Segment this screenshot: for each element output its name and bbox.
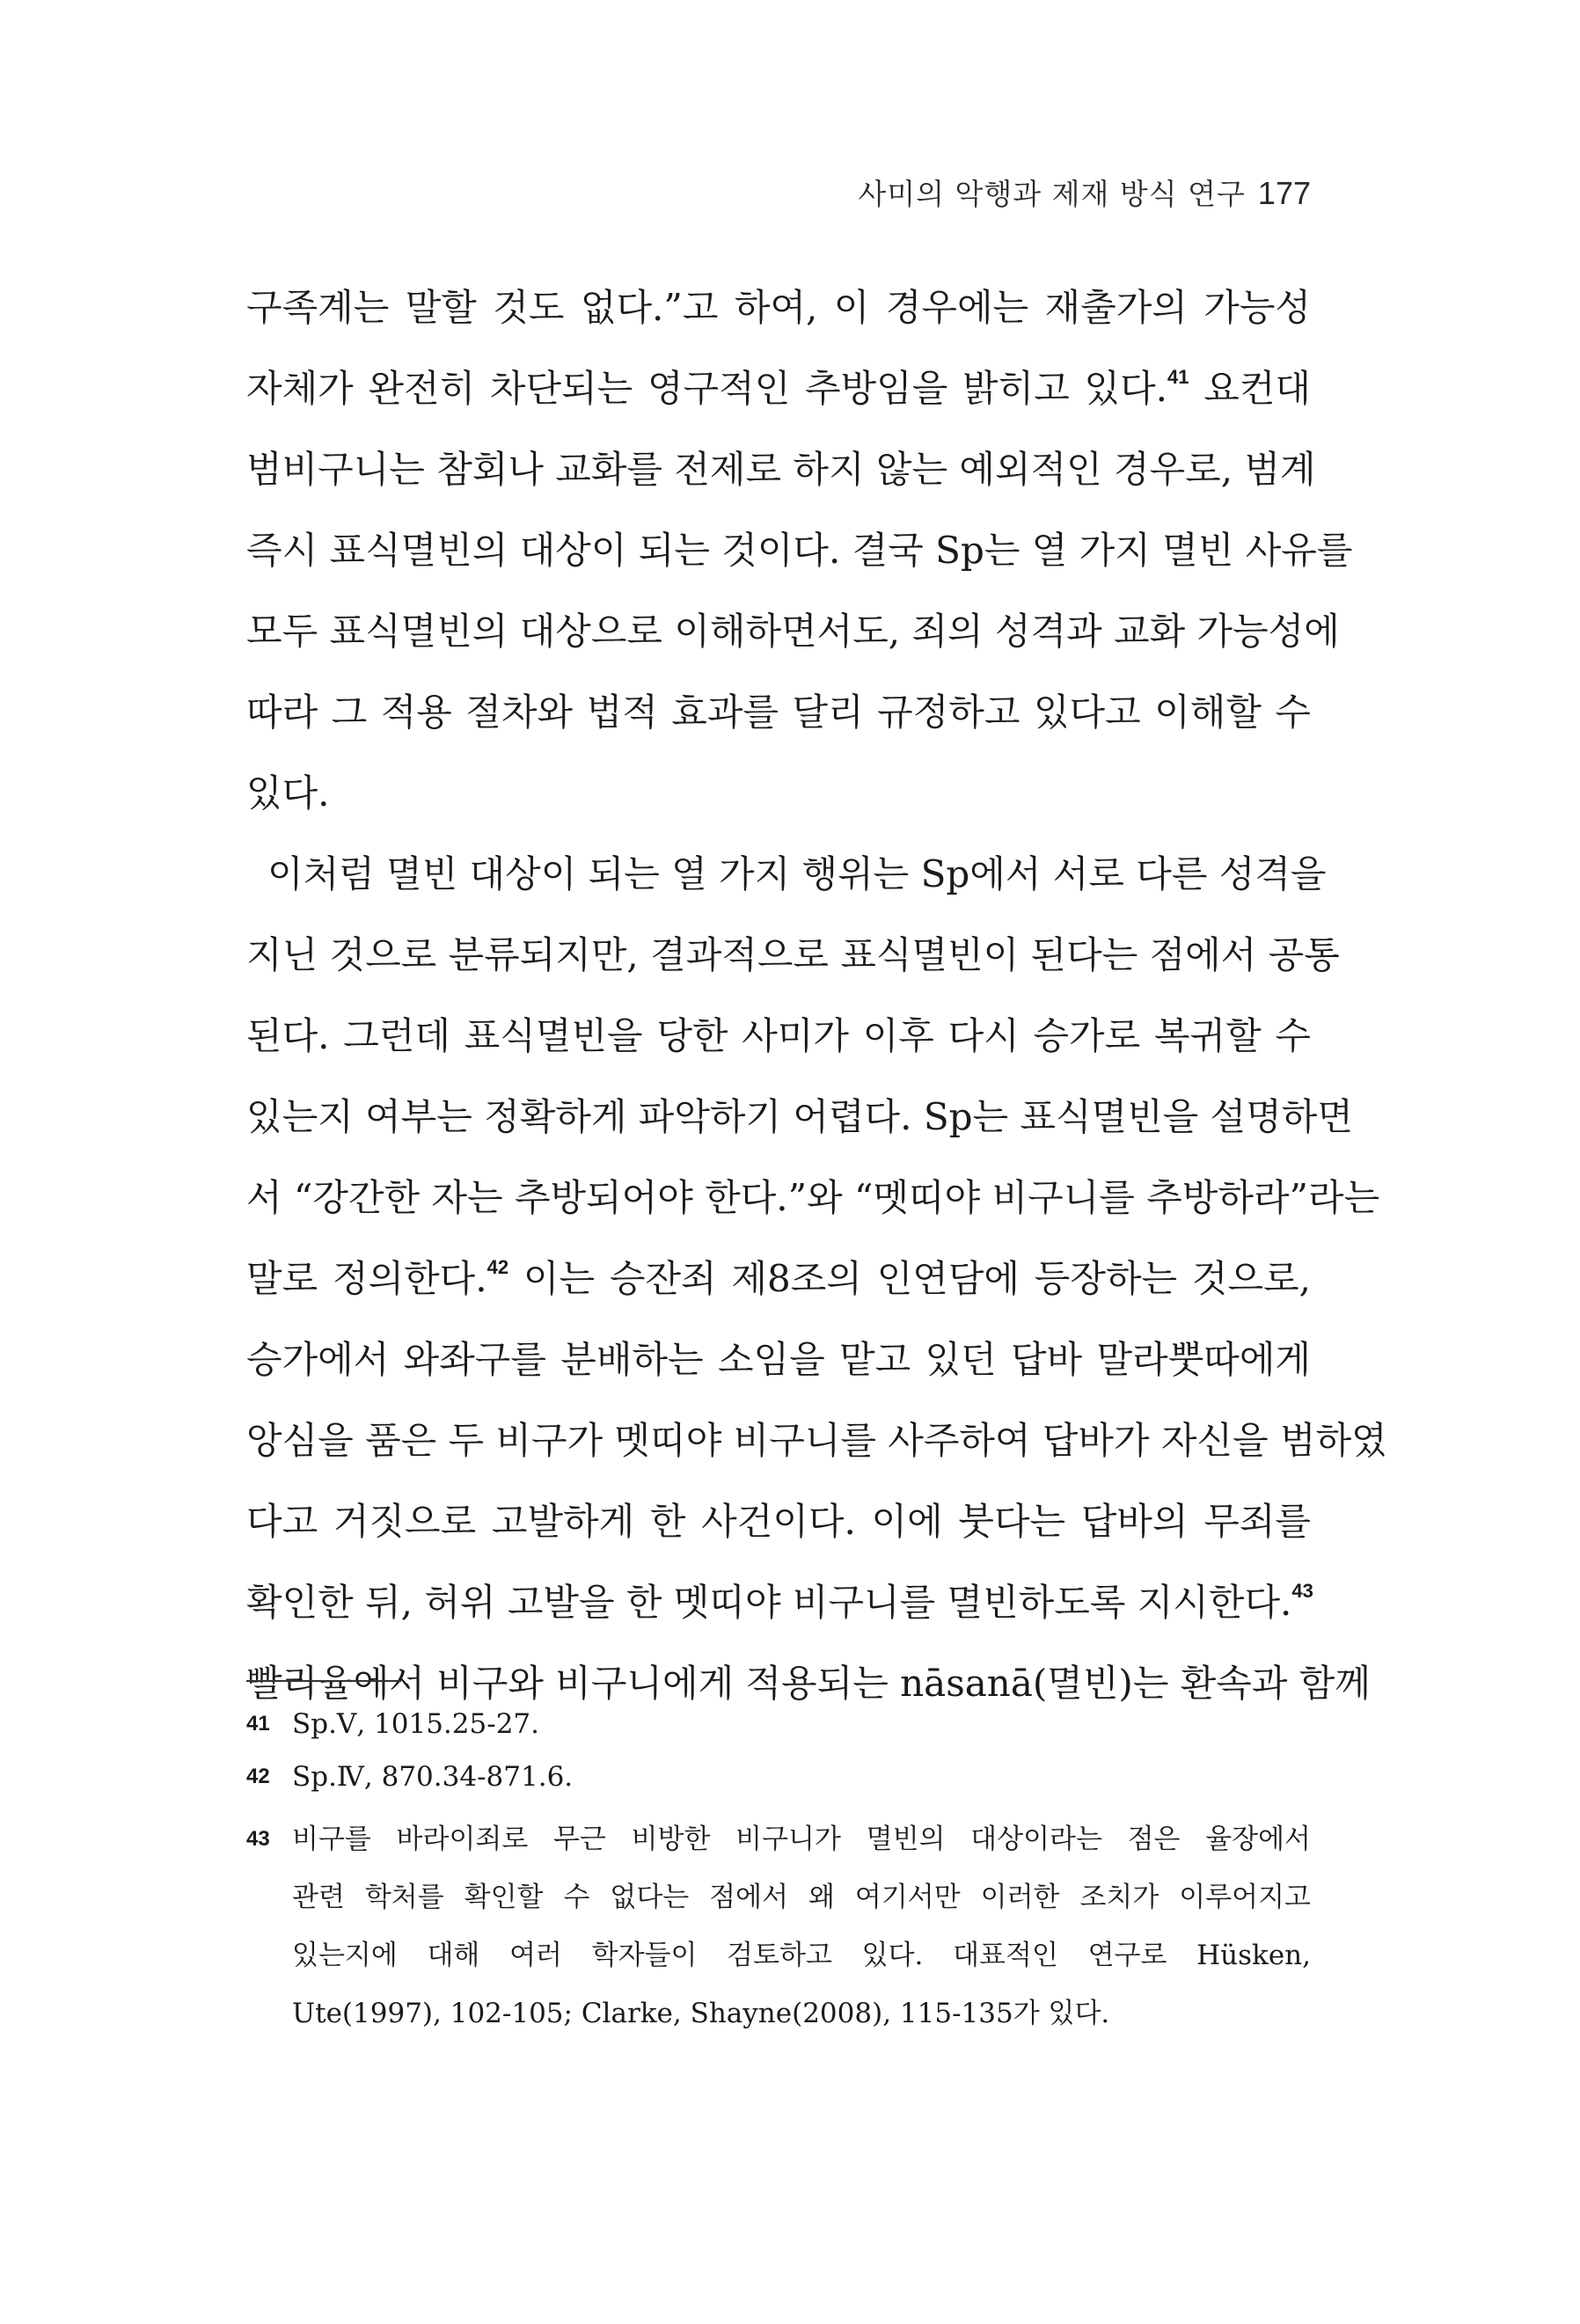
footnote-number: 42 bbox=[246, 1765, 270, 1788]
footnote-number: 43 bbox=[246, 1827, 270, 1851]
footnote-divider bbox=[246, 1680, 401, 1682]
body-line-text: 말로 정의한다. bbox=[246, 1257, 487, 1300]
footnote-text: 비구를 바라이죄로 무근 비방한 비구니가 멸빈의 대상이라는 점은 율장에서 bbox=[292, 1823, 1311, 1855]
footnote-ref-42[interactable]: 42 bbox=[486, 1256, 509, 1278]
footnote-text: Sp.Ⅳ, 870.34-871.6. bbox=[292, 1761, 574, 1793]
body-line: 된다. 그런데 표식멸빈을 당한 사미가 이후 다시 승가로 복귀할 수 bbox=[246, 1014, 1311, 1057]
body-line: 지닌 것으로 분류되지만, 결과적으로 표식멸빈이 된다는 점에서 공통 bbox=[246, 933, 1340, 976]
body-line: 승가에서 와좌구를 분배하는 소임을 맡고 있던 답바 말라뿟따에게 bbox=[246, 1338, 1311, 1381]
running-header bbox=[246, 169, 1311, 218]
body-line-text: 요컨대 bbox=[1189, 367, 1311, 410]
body-line: 이처럼 멸빈 대상이 되는 열 가지 행위는 Sp에서 서로 다른 성격을 bbox=[267, 852, 1327, 895]
body-line bbox=[246, 348, 1311, 429]
footnote-text: 있는지에 대해 여러 학자들이 검토하고 있다. 대표적인 연구로 Hüsken, bbox=[292, 1940, 1311, 1971]
footnote-ref-43[interactable]: 43 bbox=[1291, 1580, 1313, 1602]
body-line: 빨리율에서 비구와 비구니에게 적용되는 nāsanā(멸빈)는 환속과 함께 bbox=[246, 1662, 1371, 1705]
body-line: 다고 거짓으로 고발하게 한 사건이다. 이에 붓다는 답바의 무죄를 bbox=[246, 1500, 1311, 1543]
page-number: 177 bbox=[1257, 175, 1311, 211]
body-line bbox=[246, 1239, 1311, 1319]
footnote-41 bbox=[246, 1698, 1311, 1750]
body-line: 따라 그 적용 절차와 법적 효과를 달리 규정하고 있다고 이해할 수 bbox=[246, 691, 1311, 734]
body-line: 있는지 여부는 정확하게 파악하기 어렵다. Sp는 표식멸빈을 설명하면 bbox=[246, 1095, 1353, 1138]
body-text bbox=[246, 267, 1387, 1724]
footnote-42 bbox=[246, 1750, 1311, 1803]
footnotes bbox=[246, 1698, 1311, 2043]
body-line bbox=[246, 1562, 1311, 1643]
body-line: 구족계는 말할 것도 없다.”고 하여, 이 경우에는 재출가의 가능성 bbox=[246, 286, 1311, 329]
body-line: 즉시 표식멸빈의 대상이 되는 것이다. 결국 Sp는 열 가지 멸빈 사유를 bbox=[246, 529, 1353, 572]
body-line-text: 확인한 뒤, 허위 고발을 한 멧띠야 비구니를 멸빈하도록 지시한다. bbox=[246, 1581, 1292, 1624]
body-line: 범비구니는 참회나 교화를 전제로 하지 않는 예외적인 경우로, 범계 bbox=[246, 448, 1316, 491]
body-line: 모두 표식멸빈의 대상으로 이해하면서도, 죄의 성격과 교화 가능성에 bbox=[246, 610, 1340, 653]
footnote-43 bbox=[246, 1810, 1311, 2043]
footnote-text: Ute(1997), 102-105; Clarke, Shayne(2008), 115-135가 있다. bbox=[292, 1998, 1110, 2029]
running-title: 사미의 악행과 제재 방식 연구 bbox=[858, 177, 1246, 211]
footnote-text: 관련 학처를 확인할 수 없다는 점에서 왜 여기서만 이러한 조치가 이루어지고 bbox=[292, 1882, 1311, 1913]
body-line: 앙심을 품은 두 비구가 멧띠야 비구니를 사주하여 답바가 자신을 범하였 bbox=[246, 1419, 1387, 1462]
footnote-number: 41 bbox=[246, 1712, 270, 1736]
footnote-ref-41[interactable]: 41 bbox=[1167, 366, 1189, 388]
footnote-text: Sp.Ⅴ, 1015.25-27. bbox=[292, 1708, 539, 1740]
body-line: 서 “강간한 자는 추방되어야 한다.”와 “멧띠야 비구니를 추방하라”라는 bbox=[246, 1176, 1380, 1219]
body-line: 있다. bbox=[246, 771, 330, 815]
body-line-text: 자체가 완전히 차단되는 영구적인 추방임을 밝히고 있다. bbox=[246, 367, 1168, 410]
body-line-text: 이는 승잔죄 제8조의 인연담에 등장하는 것으로, bbox=[508, 1257, 1311, 1300]
